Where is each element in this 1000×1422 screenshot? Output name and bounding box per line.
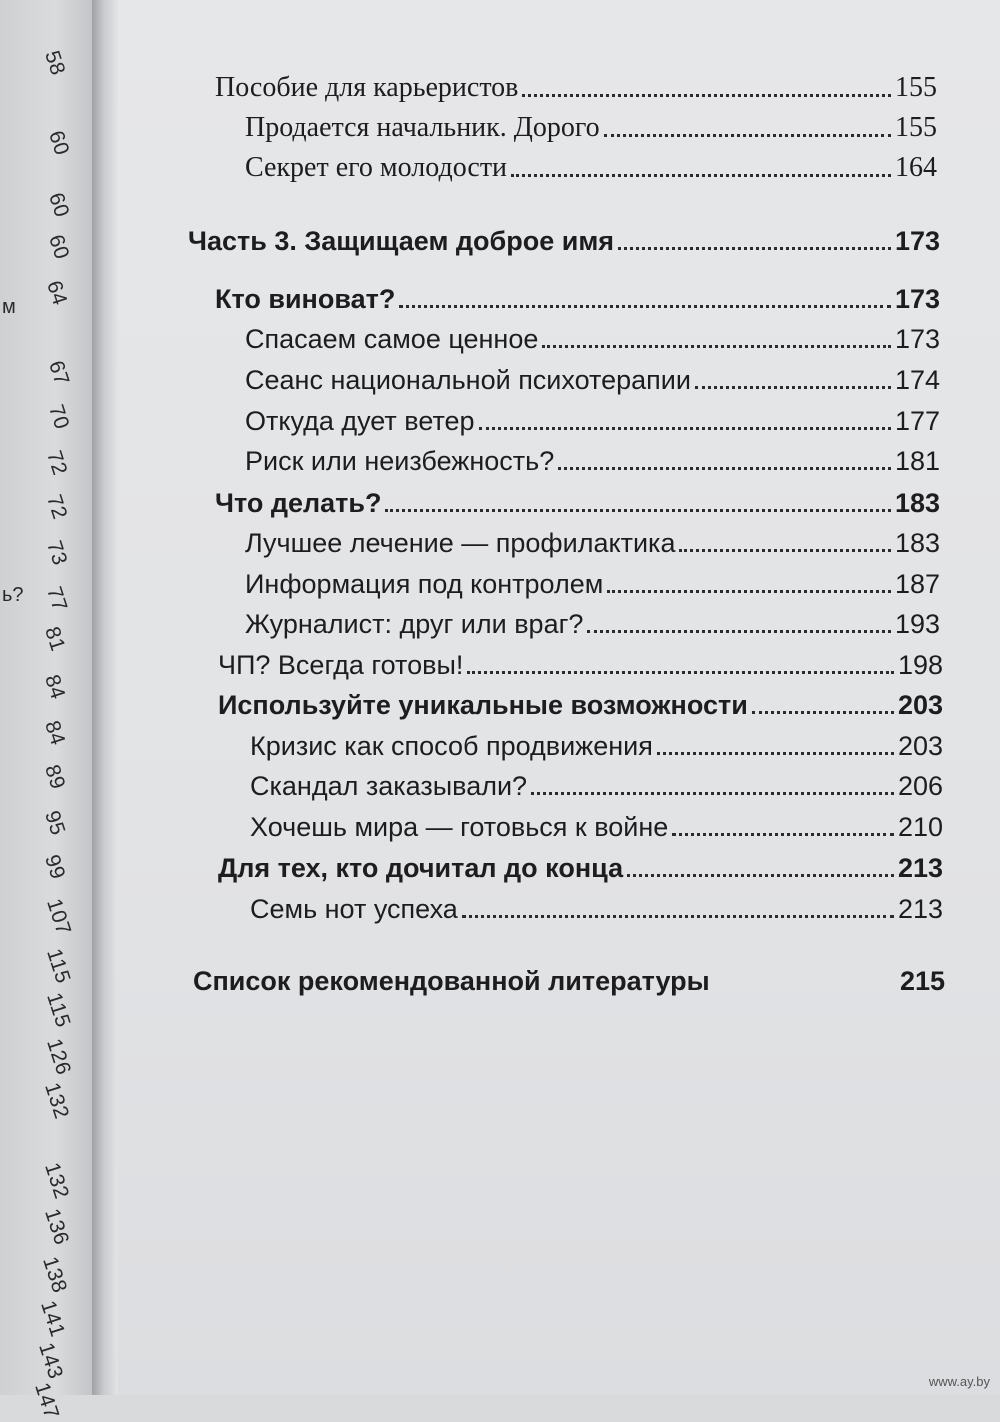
toc-entry-page: 203 — [897, 731, 943, 761]
toc-entry-page: 173 — [894, 324, 940, 354]
toc-entry-page: 183 — [894, 528, 940, 558]
toc-entry-title: Семь нот успеха — [250, 894, 458, 924]
left-page-number: 89 — [40, 762, 70, 793]
toc-leader — [385, 509, 890, 512]
toc-entry — [250, 812, 943, 843]
toc-entry — [245, 569, 940, 600]
left-page-number: 72 — [42, 492, 72, 523]
toc-entry-page: 203 — [897, 690, 943, 720]
left-page-number: 67 — [44, 358, 74, 389]
toc-entry-page: 174 — [894, 365, 940, 395]
toc-entry — [245, 446, 940, 477]
toc-leader — [522, 94, 891, 97]
toc-section — [218, 650, 943, 681]
toc-entry — [245, 112, 937, 144]
toc-entry-page: 210 — [897, 812, 943, 842]
left-page-number: 60 — [44, 128, 74, 159]
toc-entry-page: 155 — [895, 72, 937, 103]
toc-entry-title: Журналист: друг или враг? — [245, 609, 584, 639]
left-page-number: 132 — [40, 1080, 74, 1122]
toc-entry-page: 213 — [897, 853, 943, 883]
left-page-fragment: м — [2, 296, 16, 318]
previous-page-strip — [0, 0, 92, 1422]
toc-part-heading — [188, 226, 940, 257]
left-page-number: 126 — [42, 1036, 76, 1078]
toc-entry-page: 177 — [894, 406, 940, 436]
toc-entry-page: 215 — [899, 966, 945, 996]
toc-entry-title: Скандал заказывали? — [250, 771, 528, 801]
toc-entry-page: 164 — [895, 152, 937, 183]
toc-leader — [618, 247, 891, 250]
toc-leader — [462, 915, 894, 918]
left-page-number: 72 — [42, 448, 72, 479]
toc-leader — [399, 305, 891, 308]
toc-entry-title: Кризис как способ продвижения — [250, 731, 653, 761]
toc-leader — [627, 874, 894, 877]
toc-entry — [250, 894, 943, 925]
toc-section — [215, 488, 940, 519]
toc-entry-title: ЧП? Всегда готовы! — [218, 650, 464, 680]
toc-entry-title: Информация под контролем — [245, 569, 604, 599]
watermark: www.ay.by — [928, 1374, 990, 1389]
toc-leader — [714, 987, 896, 990]
left-page-number: 136 — [40, 1206, 74, 1248]
toc-entry-page: 181 — [894, 446, 940, 476]
left-page-number: 138 — [38, 1254, 72, 1296]
toc-entry-title: Используйте уникальные возможности — [218, 690, 748, 720]
toc-entry-title: Список рекомендованной литературы — [193, 966, 710, 996]
left-page-number: 77 — [42, 584, 72, 615]
book-gutter — [92, 0, 118, 1395]
left-page-number: 115 — [42, 990, 75, 1031]
left-page-number: 64 — [42, 278, 72, 309]
toc-entry-title: Пособие для карьеристов — [215, 72, 519, 103]
toc-entry — [245, 406, 940, 437]
left-page-fragment: ь? — [2, 584, 24, 606]
toc-entry-title: Риск или неизбежность? — [245, 446, 555, 476]
toc-entry-page: 213 — [897, 894, 943, 924]
left-page-number: 147 — [30, 1380, 64, 1422]
left-page-number: 107 — [42, 896, 76, 938]
toc-entry-title: Спасаем самое ценное — [245, 324, 539, 354]
left-page-number: 58 — [40, 48, 70, 79]
toc-entry — [245, 152, 937, 184]
toc-entry — [250, 731, 943, 762]
toc-entry-title: Часть 3. Защищаем доброе имя — [188, 226, 615, 256]
toc-part-heading — [193, 966, 945, 997]
toc-section — [215, 284, 940, 315]
left-page-number: 99 — [40, 852, 70, 883]
left-page-number: 84 — [40, 718, 70, 749]
toc-entry — [245, 609, 940, 640]
toc-entry-title: Кто виноват? — [215, 284, 396, 314]
toc-entry — [245, 365, 940, 396]
toc-entry-title: Для тех, кто дочитал до конца — [218, 853, 624, 883]
toc-section — [218, 853, 943, 884]
left-page-number: 70 — [44, 402, 74, 433]
toc-entry-page: 173 — [894, 226, 940, 256]
left-page-number: 143 — [34, 1340, 68, 1382]
toc-leader — [607, 590, 891, 593]
toc-entry-title: Продается начальник. Дорого — [245, 112, 600, 143]
toc-entry-page: 155 — [895, 112, 937, 143]
toc-entry — [245, 324, 940, 355]
toc-leader — [479, 427, 891, 430]
toc-entry — [215, 72, 937, 104]
toc-entry — [245, 528, 940, 559]
left-page-number: 141 — [36, 1298, 70, 1340]
toc-leader — [672, 833, 894, 836]
left-page-number: 132 — [40, 1160, 74, 1202]
left-page-number: 81 — [40, 624, 70, 655]
toc-leader — [657, 752, 894, 755]
toc-leader — [695, 386, 891, 389]
toc-leader — [752, 711, 894, 714]
toc-entry-page: 198 — [897, 650, 943, 680]
toc-entry-title: Секрет его молодости — [245, 152, 508, 183]
toc-entry-title: Хочешь мира — готовься к войне — [250, 812, 669, 842]
left-page-number: 115 — [42, 946, 75, 987]
left-page-number: 73 — [42, 538, 72, 569]
toc-entry-page: 206 — [897, 771, 943, 801]
toc-entry — [250, 771, 943, 802]
toc-leader — [467, 671, 894, 674]
toc-leader — [531, 792, 894, 795]
toc-leader — [679, 549, 890, 552]
toc-entry-page: 193 — [894, 609, 940, 639]
toc-leader — [558, 467, 891, 470]
toc-entry-page: 187 — [894, 569, 940, 599]
left-page-number: 60 — [44, 190, 74, 221]
toc-section — [218, 690, 943, 721]
toc-entry-page: 183 — [894, 488, 940, 518]
toc-entry-title: Лучшее лечение — профилактика — [245, 528, 676, 558]
toc-entry-page: 173 — [894, 284, 940, 314]
left-page-number: 60 — [44, 232, 74, 263]
left-page-number: 84 — [40, 672, 70, 703]
toc-leader — [542, 345, 891, 348]
toc-entry-title: Сеанс национальной психотерапии — [245, 365, 691, 395]
toc-entry-title: Что делать? — [215, 488, 382, 518]
toc-entry-title: Откуда дует ветер — [245, 406, 475, 436]
toc-leader — [511, 174, 891, 177]
toc-leader — [587, 630, 890, 633]
left-page-number: 95 — [40, 808, 70, 839]
toc-leader — [604, 134, 891, 137]
